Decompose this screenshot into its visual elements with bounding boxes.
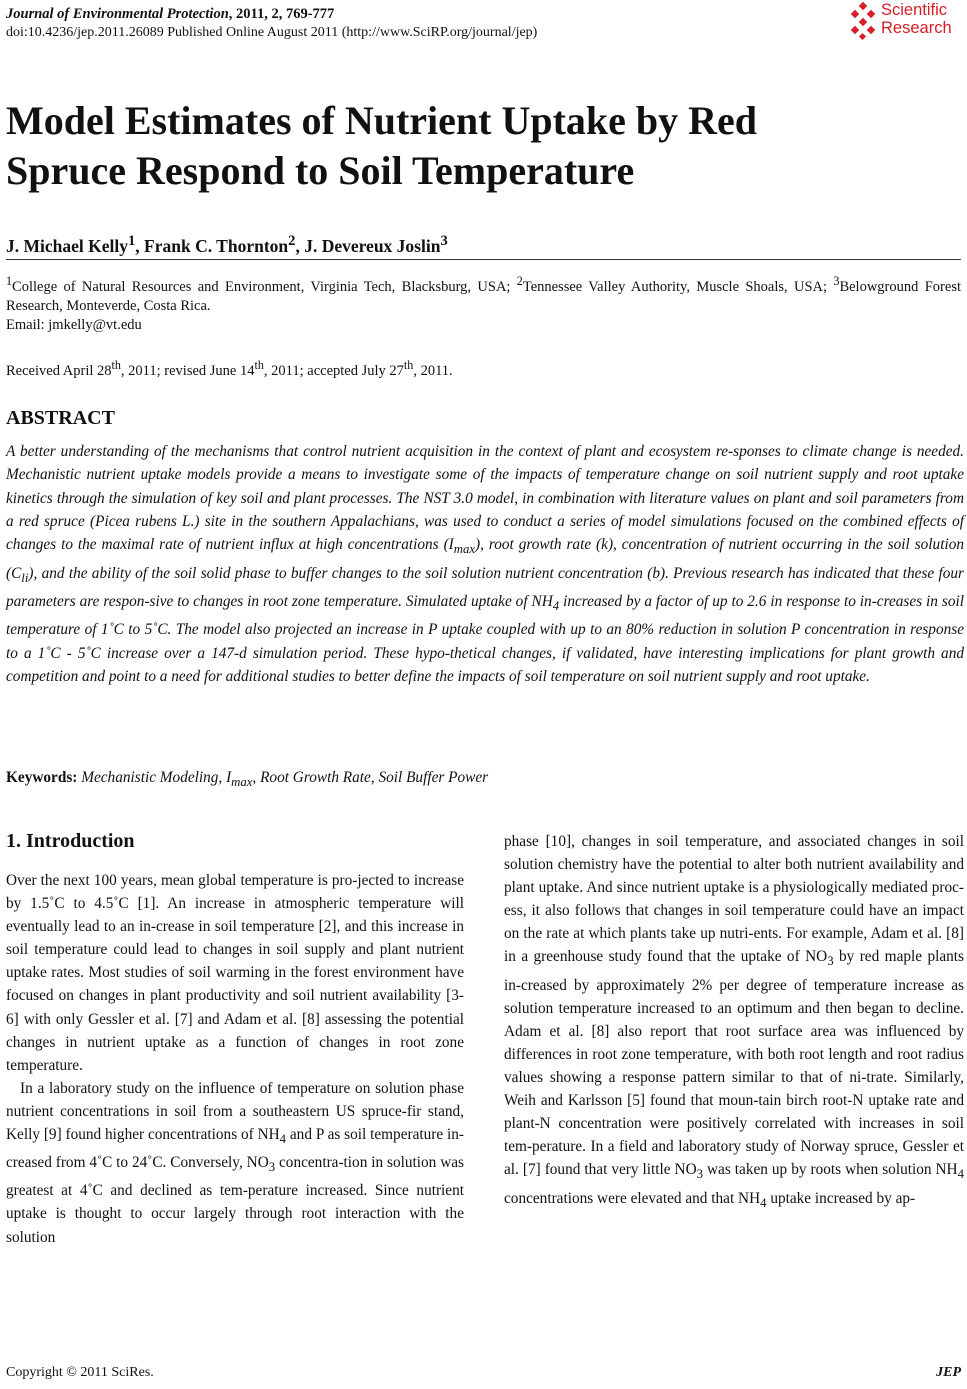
author-2-affil-mark: 2 xyxy=(288,233,296,249)
intro-r-part-3: was taken up by roots when solution NH xyxy=(703,1161,958,1179)
intro-r-part-5: uptake increased by ap- xyxy=(766,1189,916,1207)
intro-p2-part-1: In a laboratory study on the influence of temperature on solution phase nutrient concentrations in soil from a southeastern US spruce-fir stand, Kelly [9] found higher concentrations of NH xyxy=(6,1079,464,1144)
revised-date: , 2011; revised June 14 xyxy=(120,362,255,379)
received-date: Received April 28 xyxy=(6,362,112,379)
logo-mark-icon xyxy=(848,2,880,42)
intro-p2-part-3: concentra-tion in solution was greatest at 4˚C and declined as tem-perature increased. Since nutrient uptake is thought to occur largely through root interaction with the solution xyxy=(6,1154,464,1246)
keywords-part-1: Mechanistic Modeling, I xyxy=(81,769,232,786)
logo-line-2: Research xyxy=(881,19,952,37)
intro-r-sub-4: 4 xyxy=(760,1195,767,1210)
intro-paragraph-2 xyxy=(6,1077,464,1249)
intro-r-sub-3: 4 xyxy=(957,1167,964,1182)
author-1: J. Michael Kelly xyxy=(6,235,128,256)
intro-r-part-1: phase [10], changes in soil temperature, and associated changes in soil solution chemistry have the potential to alter both nutrient availability and plant uptake. And since nutrient uptake is a physiologically mediated proc-ess, it also follows that changes in soil temperature could have an impact on the rate at which plants take up nutri-ents. For example, Adam et al. [8] in a greenhouse study found that the uptake of NO xyxy=(504,833,964,966)
accepted-date: , 2011; accepted July 27 xyxy=(263,362,404,379)
abstract-sub-li: li xyxy=(21,570,29,585)
author-list: J. Michael Kelly$^1$, Frank C. Thornton$^2$, J. Devereux Joslin$^3$ xyxy=(6,233,448,256)
contact-email[interactable]: Email: jmkelly@vt.edu xyxy=(6,317,142,333)
keywords-part-2: , Root Growth Rate, Soil Buffer Power xyxy=(252,769,489,786)
author-2: Frank C. Thornton xyxy=(144,235,289,256)
header-divider xyxy=(6,259,961,260)
journal-citation xyxy=(6,6,334,23)
affil-2: Tennessee Valley Authority, Muscle Shoals, USA; xyxy=(522,278,834,295)
logo-line-1: Scientific xyxy=(881,1,948,19)
affil-3: Belowground Forest Research, Monteverde, Costa Rica. xyxy=(6,278,961,314)
keywords-colon: : xyxy=(72,769,82,786)
received-sup: th xyxy=(111,358,121,372)
intro-r-sub-1: 3 xyxy=(827,954,834,969)
intro-column-right xyxy=(504,830,964,1215)
intro-paragraph-1: Over the next 100 years, mean global temperature is pro-jected to increase by 1.5˚C to 4.5˚C [1]. An increase in atmospheric temperature will eventually lead to an in-crease in soil temperature [2], and this increase in soil temperature could lead to changes in soil supply and plant nutrient uptake rates. Most studies of soil warming in the forest environment have focused on changes in plant productivity and soil nutrient availability [3-6] with only Gessler et al. [7] and Adam et al. [8] assessing the potential changes in nutrient uptake as a function of changes in root zone temperature. xyxy=(6,872,464,1074)
intro-r-part-2: by red maple plants in-creased by approximately 2% per degree of temperature increase as solution temperature increased to an optimum and then began to decline. Adam et al. [8] also report that root surface area was influenced by differences in root zone temperature, with both root length and root radius values showing a response pattern similar to that of ni-trate. Similarly, Weih and Karlsson [5] found that moun-tain birch root-N uptake rate and plant-N concentration were positively correlated with increases in soil tem-perature. In a field and laboratory study of Norway spruce, Gessler et al. [7] found that very little NO xyxy=(504,948,964,1179)
keywords-list xyxy=(81,769,489,790)
title-line-2: Spruce Respond to Soil Temperature xyxy=(6,148,635,193)
journal-volume: , 2011, 2, 769-777 xyxy=(228,6,335,22)
affil-mark-2: 2 xyxy=(516,274,523,288)
abstract-sub-max: max xyxy=(453,542,476,557)
accepted-year: , 2011. xyxy=(413,362,453,379)
title-line-1: Model Estimates of Nutrient Uptake by Red xyxy=(6,98,758,143)
intro-r-part-4: concentrations were elevated and that NH xyxy=(504,1189,761,1207)
keywords-label: Keywords xyxy=(6,769,73,786)
affil-mark-3: 3 xyxy=(833,274,840,288)
intro-p2-sub-1: 4 xyxy=(279,1132,287,1147)
abstract-body xyxy=(6,440,964,688)
abstract-text-4: increased by a factor of up to 2.6 in response to in-creases in soil temperature of 1˚C to 5˚C. The model also projected an increase in P uptake coupled with up to an 80% reduction in solution P concentration in response to a 1˚C - 5˚C increase over a 147-d simulation period. These hypo-thetical changes, if validated, have interesting implications for plant growth and competition and point to a need for additional studies to better define the impacts of soil temperature on soil nutrient supply and root uptake. xyxy=(6,592,964,685)
revised-sup: th xyxy=(254,358,264,372)
affil-mark-1: 1 xyxy=(6,274,13,288)
intro-heading: 1. Introduction xyxy=(6,830,135,852)
abstract-heading: ABSTRACT xyxy=(6,407,115,429)
keywords-sub: max xyxy=(231,775,253,790)
logo-text xyxy=(881,1,952,37)
intro-column-left xyxy=(6,869,464,1249)
paper-title xyxy=(6,96,961,196)
abstract-text-3: ), and the ability of the soil solid phase to buffer changes to the soil solution nutrient concentration (b). Previous research has indicated that these four parameters are respon-sive to changes in root zone temperature. Simulated uptake of NH xyxy=(6,564,964,610)
abstract-sub-4: 4 xyxy=(552,598,560,613)
affiliations xyxy=(6,272,961,316)
received-dates xyxy=(6,356,453,381)
abstract-text-1: A better understanding of the mechanisms that control nutrient acquisition in the context of plant and ecosystem re-sponses to climate change is needed. Mechanistic nutrient uptake models provide a means to investigate some of the impacts of temperature change on soil nutrient supply and root uptake kinetics through the simulation of key soil and plant processes. The NST 3.0 model, in combination with literature values on plant and soil parameters from a red spruce (Picea rubens L.) site in the southern Appalachians, was used to conduct a series of model simulations focused on the combined effects of changes to the maximal rate of nutrient influx at high concentrations (I xyxy=(6,443,964,554)
doi-line: doi:10.4236/jep.2011.26089 Published Online August 2011 (http://www.SciRP.org/journal/jep) xyxy=(6,25,538,40)
keywords xyxy=(6,768,488,792)
footer-copyright: Copyright © 2011 SciRes. xyxy=(6,1365,154,1380)
journal-name: Journal of Environmental Protection xyxy=(6,6,229,22)
abstract-text-2: ), root growth rate (k), concentration of nutrient occurring in the soil solution (C xyxy=(6,536,965,582)
affil-1: College of Natural Resources and Environment, Virginia Tech, Blacksburg, USA; xyxy=(12,278,517,295)
accepted-sup: th xyxy=(403,358,414,372)
author-1-affil-mark: 1 xyxy=(128,233,136,249)
intro-paragraph-3 xyxy=(504,830,964,1215)
author-3-affil-mark: 3 xyxy=(440,233,448,249)
intro-p2-sub-2: 3 xyxy=(268,1160,276,1175)
scientific-research-logo xyxy=(848,0,966,44)
intro-r-sub-2: 3 xyxy=(696,1167,703,1182)
intro-p2-part-2: and P as soil temperature in-creased from 4˚C to 24˚C. Conversely, NO xyxy=(6,1126,464,1172)
footer-journal-abbr: JEP xyxy=(936,1365,961,1380)
author-3: J. Devereux Joslin xyxy=(304,235,441,256)
